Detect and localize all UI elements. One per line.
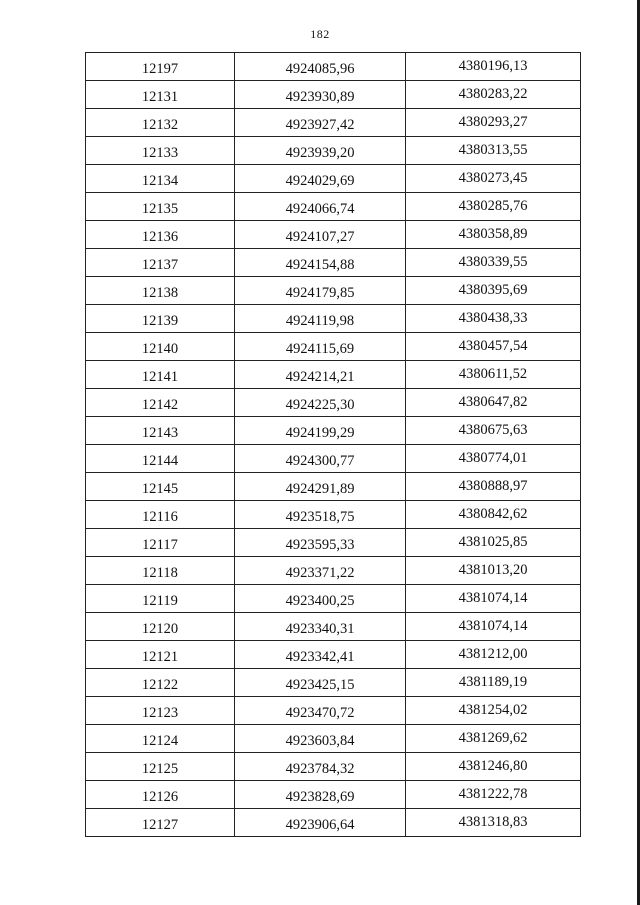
x-coordinate-cell-text: 4923828,69 bbox=[285, 789, 355, 805]
table-row bbox=[86, 809, 581, 837]
y-coordinate-cell bbox=[406, 473, 581, 501]
point-id-cell-text: 12125 bbox=[141, 761, 179, 777]
point-id-cell bbox=[86, 333, 235, 361]
y-coordinate-cell bbox=[406, 445, 581, 473]
point-id-cell-text: 12132 bbox=[141, 117, 179, 133]
y-coordinate-cell bbox=[406, 277, 581, 305]
point-id-cell bbox=[86, 221, 235, 249]
point-id-cell bbox=[86, 697, 235, 725]
table-row bbox=[86, 529, 581, 557]
table-row bbox=[86, 249, 581, 277]
y-coordinate-cell-text: 4380457,54 bbox=[458, 338, 528, 354]
y-coordinate-cell bbox=[406, 781, 581, 809]
x-coordinate-cell-text: 4923930,89 bbox=[285, 89, 355, 105]
y-coordinate-cell bbox=[406, 501, 581, 529]
y-coordinate-cell bbox=[406, 109, 581, 137]
x-coordinate-cell bbox=[235, 557, 406, 585]
x-coordinate-cell-text: 4923342,41 bbox=[285, 649, 355, 665]
point-id-cell bbox=[86, 613, 235, 641]
x-coordinate-cell bbox=[235, 277, 406, 305]
table-row bbox=[86, 305, 581, 333]
table-row bbox=[86, 81, 581, 109]
x-coordinate-cell-text: 4924119,98 bbox=[285, 313, 355, 329]
y-coordinate-cell bbox=[406, 249, 581, 277]
coordinates-table-body bbox=[86, 53, 581, 837]
x-coordinate-cell bbox=[235, 725, 406, 753]
y-coordinate-cell-text: 4380283,22 bbox=[458, 86, 528, 102]
y-coordinate-cell-text: 4380313,55 bbox=[458, 142, 528, 158]
table-row bbox=[86, 109, 581, 137]
point-id-cell bbox=[86, 53, 235, 81]
x-coordinate-cell-text: 4923371,22 bbox=[285, 565, 355, 581]
y-coordinate-cell-text: 4380774,01 bbox=[458, 450, 528, 466]
y-coordinate-cell-text: 4381318,83 bbox=[458, 814, 528, 830]
point-id-cell-text: 12120 bbox=[141, 621, 179, 637]
point-id-cell bbox=[86, 809, 235, 837]
table-row bbox=[86, 333, 581, 361]
x-coordinate-cell-text: 4923595,33 bbox=[285, 537, 355, 553]
table-row bbox=[86, 641, 581, 669]
point-id-cell bbox=[86, 781, 235, 809]
y-coordinate-cell-text: 4381074,14 bbox=[458, 618, 528, 634]
y-coordinate-cell-text: 4380395,69 bbox=[458, 282, 528, 298]
point-id-cell-text: 12117 bbox=[142, 537, 178, 553]
y-coordinate-cell-text: 4380339,55 bbox=[458, 254, 528, 270]
y-coordinate-cell bbox=[406, 361, 581, 389]
x-coordinate-cell-text: 4923425,15 bbox=[285, 677, 355, 693]
point-id-cell bbox=[86, 445, 235, 473]
x-coordinate-cell bbox=[235, 613, 406, 641]
y-coordinate-cell-text: 4380842,62 bbox=[458, 506, 528, 522]
x-coordinate-cell-text: 4924225,30 bbox=[285, 397, 355, 413]
table-row bbox=[86, 417, 581, 445]
y-coordinate-cell-text: 4381222,78 bbox=[458, 786, 528, 802]
x-coordinate-cell-text: 4923400,25 bbox=[285, 593, 355, 609]
table-row bbox=[86, 473, 581, 501]
point-id-cell-text: 12124 bbox=[141, 733, 179, 749]
x-coordinate-cell-text: 4923340,31 bbox=[285, 621, 355, 637]
y-coordinate-cell bbox=[406, 193, 581, 221]
table-row bbox=[86, 361, 581, 389]
point-id-cell-text: 12133 bbox=[141, 145, 179, 161]
point-id-cell-text: 12126 bbox=[141, 789, 179, 805]
point-id-cell-text: 12116 bbox=[142, 509, 178, 525]
x-coordinate-cell bbox=[235, 669, 406, 697]
table-row bbox=[86, 753, 581, 781]
coordinates-table bbox=[85, 52, 581, 837]
y-coordinate-cell bbox=[406, 221, 581, 249]
point-id-cell-text: 12145 bbox=[141, 481, 179, 497]
point-id-cell-text: 12144 bbox=[141, 453, 179, 469]
point-id-cell-text: 12135 bbox=[141, 201, 179, 217]
x-coordinate-cell bbox=[235, 641, 406, 669]
x-coordinate-cell bbox=[235, 697, 406, 725]
table-row bbox=[86, 193, 581, 221]
x-coordinate-cell bbox=[235, 137, 406, 165]
point-id-cell-text: 12140 bbox=[141, 341, 179, 357]
table-row bbox=[86, 389, 581, 417]
x-coordinate-cell-text: 4924066,74 bbox=[285, 201, 355, 217]
x-coordinate-cell-text: 4924115,69 bbox=[285, 341, 355, 357]
x-coordinate-cell bbox=[235, 753, 406, 781]
y-coordinate-cell-text: 4381074,14 bbox=[458, 590, 528, 606]
y-coordinate-cell bbox=[406, 53, 581, 81]
point-id-cell-text: 12139 bbox=[141, 313, 179, 329]
y-coordinate-cell-text: 4380285,76 bbox=[458, 198, 528, 214]
table-row bbox=[86, 53, 581, 81]
x-coordinate-cell-text: 4923784,32 bbox=[285, 761, 355, 777]
x-coordinate-cell bbox=[235, 249, 406, 277]
table-row bbox=[86, 445, 581, 473]
y-coordinate-cell bbox=[406, 809, 581, 837]
point-id-cell-text: 12138 bbox=[141, 285, 179, 301]
y-coordinate-cell bbox=[406, 753, 581, 781]
y-coordinate-cell bbox=[406, 417, 581, 445]
point-id-cell bbox=[86, 305, 235, 333]
y-coordinate-cell-text: 4381189,19 bbox=[458, 674, 528, 690]
x-coordinate-cell bbox=[235, 53, 406, 81]
table-row bbox=[86, 697, 581, 725]
point-id-cell bbox=[86, 557, 235, 585]
x-coordinate-cell-text: 4924085,96 bbox=[285, 61, 355, 77]
y-coordinate-cell bbox=[406, 333, 581, 361]
y-coordinate-cell bbox=[406, 529, 581, 557]
point-id-cell-text: 12142 bbox=[141, 397, 179, 413]
point-id-cell bbox=[86, 473, 235, 501]
y-coordinate-cell bbox=[406, 81, 581, 109]
point-id-cell-text: 12118 bbox=[142, 565, 178, 581]
table-row bbox=[86, 725, 581, 753]
x-coordinate-cell-text: 4923906,64 bbox=[285, 817, 355, 833]
y-coordinate-cell bbox=[406, 669, 581, 697]
point-id-cell bbox=[86, 109, 235, 137]
table-row bbox=[86, 137, 581, 165]
x-coordinate-cell-text: 4923470,72 bbox=[285, 705, 355, 721]
point-id-cell bbox=[86, 725, 235, 753]
point-id-cell bbox=[86, 249, 235, 277]
y-coordinate-cell-text: 4380675,63 bbox=[458, 422, 528, 438]
x-coordinate-cell bbox=[235, 305, 406, 333]
table-row bbox=[86, 221, 581, 249]
x-coordinate-cell bbox=[235, 585, 406, 613]
y-coordinate-cell-text: 4380888,97 bbox=[458, 478, 528, 494]
point-id-cell-text: 12136 bbox=[141, 229, 179, 245]
point-id-cell-text: 12131 bbox=[141, 89, 179, 105]
x-coordinate-cell bbox=[235, 165, 406, 193]
table-row bbox=[86, 613, 581, 641]
x-coordinate-cell-text: 4923939,20 bbox=[285, 145, 355, 161]
y-coordinate-cell bbox=[406, 585, 581, 613]
x-coordinate-cell-text: 4924179,85 bbox=[285, 285, 355, 301]
x-coordinate-cell bbox=[235, 473, 406, 501]
x-coordinate-cell bbox=[235, 221, 406, 249]
x-coordinate-cell bbox=[235, 389, 406, 417]
y-coordinate-cell-text: 4380358,89 bbox=[458, 226, 528, 242]
point-id-cell-text: 12122 bbox=[141, 677, 179, 693]
x-coordinate-cell bbox=[235, 809, 406, 837]
point-id-cell-text: 12123 bbox=[141, 705, 179, 721]
x-coordinate-cell bbox=[235, 81, 406, 109]
point-id-cell-text: 12134 bbox=[141, 173, 179, 189]
point-id-cell bbox=[86, 417, 235, 445]
point-id-cell-text: 12119 bbox=[142, 593, 178, 609]
point-id-cell bbox=[86, 753, 235, 781]
point-id-cell bbox=[86, 193, 235, 221]
x-coordinate-cell bbox=[235, 781, 406, 809]
x-coordinate-cell-text: 4924300,77 bbox=[285, 453, 355, 469]
y-coordinate-cell bbox=[406, 725, 581, 753]
x-coordinate-cell bbox=[235, 417, 406, 445]
y-coordinate-cell-text: 4381212,00 bbox=[458, 646, 528, 662]
x-coordinate-cell bbox=[235, 529, 406, 557]
y-coordinate-cell bbox=[406, 305, 581, 333]
y-coordinate-cell-text: 4381246,80 bbox=[458, 758, 528, 774]
y-coordinate-cell bbox=[406, 641, 581, 669]
point-id-cell-text: 12121 bbox=[141, 649, 179, 665]
x-coordinate-cell-text: 4924029,69 bbox=[285, 173, 355, 189]
y-coordinate-cell-text: 4381254,02 bbox=[458, 702, 528, 718]
y-coordinate-cell-text: 4380438,33 bbox=[458, 310, 528, 326]
table-row bbox=[86, 165, 581, 193]
x-coordinate-cell bbox=[235, 501, 406, 529]
table-row bbox=[86, 585, 581, 613]
point-id-cell-text: 12137 bbox=[141, 257, 179, 273]
y-coordinate-cell-text: 4380611,52 bbox=[458, 366, 528, 382]
x-coordinate-cell bbox=[235, 333, 406, 361]
point-id-cell bbox=[86, 165, 235, 193]
x-coordinate-cell-text: 4924291,89 bbox=[285, 481, 355, 497]
point-id-cell bbox=[86, 585, 235, 613]
y-coordinate-cell-text: 4380273,45 bbox=[458, 170, 528, 186]
point-id-cell bbox=[86, 389, 235, 417]
table-row bbox=[86, 669, 581, 697]
x-coordinate-cell bbox=[235, 193, 406, 221]
point-id-cell bbox=[86, 529, 235, 557]
y-coordinate-cell bbox=[406, 165, 581, 193]
x-coordinate-cell bbox=[235, 445, 406, 473]
page-number: 182 bbox=[310, 27, 330, 41]
point-id-cell-text: 12127 bbox=[141, 817, 179, 833]
point-id-cell bbox=[86, 361, 235, 389]
x-coordinate-cell-text: 4923603,84 bbox=[285, 733, 355, 749]
table-row bbox=[86, 557, 581, 585]
y-coordinate-cell bbox=[406, 557, 581, 585]
point-id-cell bbox=[86, 277, 235, 305]
point-id-cell-text: 12197 bbox=[141, 61, 179, 77]
y-coordinate-cell bbox=[406, 697, 581, 725]
y-coordinate-cell-text: 4381269,62 bbox=[458, 730, 528, 746]
x-coordinate-cell-text: 4923518,75 bbox=[285, 509, 355, 525]
y-coordinate-cell bbox=[406, 389, 581, 417]
point-id-cell-text: 12141 bbox=[141, 369, 179, 385]
point-id-cell bbox=[86, 501, 235, 529]
x-coordinate-cell-text: 4924214,21 bbox=[285, 369, 355, 385]
y-coordinate-cell-text: 4380196,13 bbox=[458, 58, 528, 74]
point-id-cell bbox=[86, 669, 235, 697]
y-coordinate-cell-text: 4380647,82 bbox=[458, 394, 528, 410]
y-coordinate-cell-text: 4380293,27 bbox=[458, 114, 528, 130]
x-coordinate-cell-text: 4924199,29 bbox=[285, 425, 355, 441]
table-row bbox=[86, 781, 581, 809]
x-coordinate-cell-text: 4923927,42 bbox=[285, 117, 355, 133]
point-id-cell bbox=[86, 137, 235, 165]
point-id-cell bbox=[86, 81, 235, 109]
x-coordinate-cell-text: 4924154,88 bbox=[285, 257, 355, 273]
point-id-cell bbox=[86, 641, 235, 669]
y-coordinate-cell-text: 4381013,20 bbox=[458, 562, 528, 578]
y-coordinate-cell bbox=[406, 137, 581, 165]
table-row bbox=[86, 501, 581, 529]
x-coordinate-cell bbox=[235, 361, 406, 389]
x-coordinate-cell bbox=[235, 109, 406, 137]
y-coordinate-cell bbox=[406, 613, 581, 641]
x-coordinate-cell-text: 4924107,27 bbox=[285, 229, 355, 245]
y-coordinate-cell-text: 4381025,85 bbox=[458, 534, 528, 550]
table-row bbox=[86, 277, 581, 305]
point-id-cell-text: 12143 bbox=[141, 425, 179, 441]
